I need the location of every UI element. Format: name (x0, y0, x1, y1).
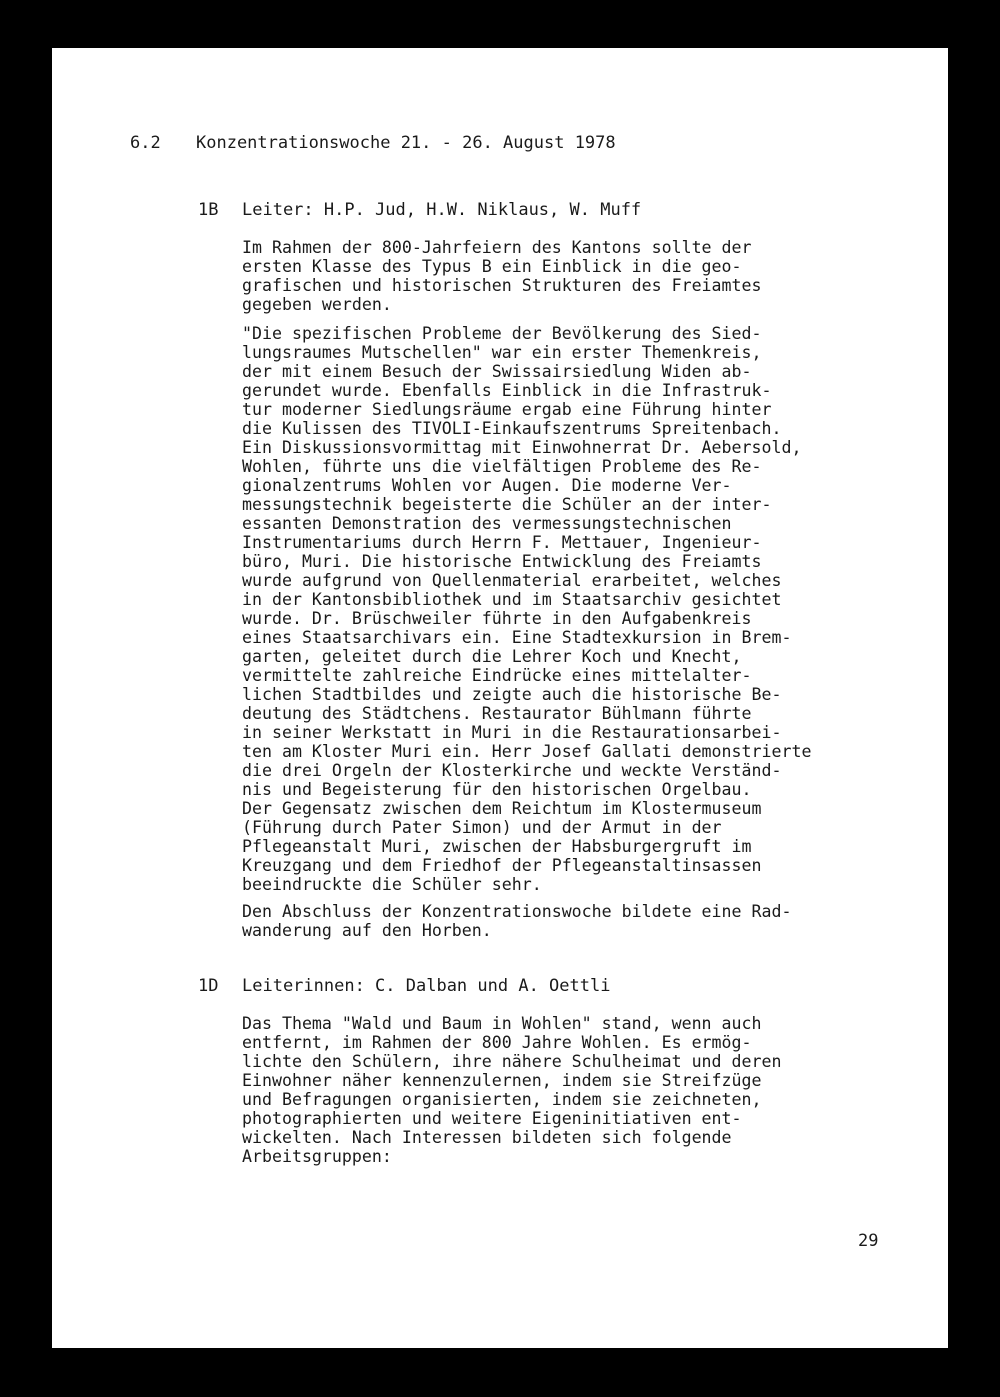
group-1b-code: 1B (198, 200, 219, 220)
scan-speck (47, 988, 52, 992)
group-1b-paragraph-main: "Die spezifischen Probleme der Bevölkerung des Sied- lungsraumes Mutschellen" war ein erster Themenkreis, der mit einem Besuch der Swissairsiedlung Widen ab- gerundet wurde. Ebenfalls Einblick in die Infrastruk- tur moderner Siedlungsräume ergab eine Führung hinter die Kulissen des TIVOLI-Einkaufszentrums Spreitenbach. Ein Diskussionsvormittag mit Einwohnerrat Dr. Aebersold, Wohlen, führte uns die vielfältigen Probleme des Re- gionalzentrums Wohlen vor Augen. Die moderne Ver- messungstechnik begeisterte die Schüler an der inter- essanten Demonstration des vermessungstechnischen Instrumentariums durch Herrn F. Mettauer, Ingenieur- büro, Muri. Die historische Entwicklung des Freiamts wurde aufgrund von Quellenmaterial erarbeitet, welches in der Kantonsbibliothek und im Staatsarchiv gesichtet wurde. Dr. Brüschweiler führte in den Aufgabenkreis eines Staatsarchivars ein. Eine Stadtexkursion in Brem- garten, geleitet durch die Lehrer Koch und Knecht, vermittelte zahlreiche Eindrücke eines mittelalter- lichen Stadtbildes und zeigte auch die historische Be- deutung des Städtchens. Restaurator Bühlmann führte in seiner Werkstatt in Muri in die Restaurationsarbei- ten am Kloster Muri ein. Herr Josef Gallati demonstrierte die drei Orgeln der Klosterkirche und weckte Verständ- nis und Begeisterung für den historischen Orgelbau. Der Gegensatz zwischen dem Reichtum im Klostermuseum (Führung durch Pater Simon) und der Armut in der Pflegeanstalt Muri, zwischen der Habsburgergruft im Kreuzgang und dem Friedhof der Pflegeanstaltinsassen beeindruckte die Schüler sehr. (242, 324, 812, 894)
section-number: 6.2 (130, 133, 161, 153)
group-1d-leaders: Leiterinnen: C. Dalban und A. Oettli (242, 976, 611, 996)
section-title: Konzentrationswoche 21. - 26. August 1978 (196, 133, 616, 153)
group-1b-paragraph-intro: Im Rahmen der 800-Jahrfeiern des Kantons sollte der ersten Klasse des Typus B ein Einblick in die geo- grafischen und historischen Strukturen des Freiamtes gegeben werden. (242, 238, 762, 314)
group-1d-code: 1D (198, 976, 219, 996)
page-number: 29 (858, 1231, 879, 1251)
group-1b-header (198, 200, 641, 220)
group-1d-header (198, 976, 610, 996)
document-page (52, 48, 948, 1348)
group-1d-paragraph: Das Thema "Wald und Baum in Wohlen" stand, wenn auch entfernt, im Rahmen der 800 Jahre Wohlen. Es ermög- lichte den Schülern, ihre nähere Schulheimat und deren Einwohner näher kennenzulernen, indem sie Streifzüge und Befragungen organisierten, indem sie zeichneten, photographierten und weitere Eigeninitiativen ent- wickelten. Nach Interessen bildeten sich folgende Arbeitsgruppen: (242, 1014, 782, 1166)
scan-speck (48, 1066, 52, 1069)
section-heading (130, 133, 616, 153)
group-1b-leaders: Leiter: H.P. Jud, H.W. Niklaus, W. Muff (242, 200, 642, 220)
group-1b-paragraph-closing: Den Abschluss der Konzentrationswoche bildete eine Rad- wanderung auf den Horben. (242, 902, 792, 940)
